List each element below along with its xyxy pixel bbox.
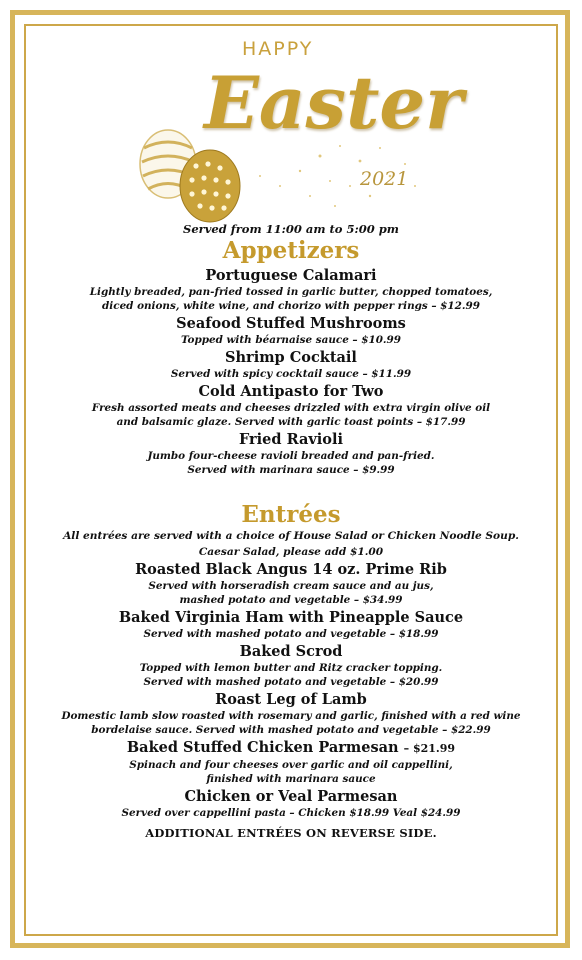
year-label: 2021 — [360, 168, 409, 190]
item-name: Shrimp Cocktail — [225, 349, 357, 366]
menu-item — [34, 739, 548, 786]
item-description: Served over cappellini pasta – Chicken $18.99 Veal $24.99 — [121, 807, 461, 819]
item-name: Portuguese Calamari — [205, 267, 377, 284]
item-name: Cold Antipasto for Two — [198, 383, 384, 400]
item-description: Served with mashed potato and vegetable – $18.99 — [143, 628, 439, 640]
happy-heading: HAPPY — [242, 38, 314, 60]
item-description: Fresh assorted meats and cheeses drizzled with extra virgin olive oil — [91, 402, 491, 414]
item-description: diced onions, white wine, and chorizo with pepper rings – $12.99 — [102, 300, 480, 312]
item-description: Served with marinara sauce – $9.99 — [187, 464, 395, 476]
item-description: Jumbo four-cheese ravioli breaded and pan-fried. — [147, 450, 435, 462]
menu-item — [34, 643, 548, 689]
item-description: Served with mashed potato and vegetable – $20.99 — [143, 676, 439, 688]
item-name: Baked Scrod — [239, 643, 343, 660]
gold-easter-egg-icon — [180, 150, 240, 222]
menu-item — [34, 431, 548, 477]
item-name-with-price — [34, 739, 548, 758]
easter-header-graphic — [130, 36, 464, 226]
item-description: Served with horseradish cream sauce and au jus, — [148, 580, 434, 592]
item-description: bordelaise sauce. Served with mashed potato and vegetable – $22.99 — [91, 724, 491, 736]
item-name: Baked Stuffed Chicken Parmesan — [126, 739, 399, 756]
item-name: Seafood Stuffed Mushrooms — [176, 315, 406, 332]
item-description: Topped with béarnaise sauce – $10.99 — [180, 334, 402, 346]
menu-item — [34, 349, 548, 381]
entrees-heading: Entrées — [241, 501, 341, 528]
entree-note: Caesar Salad, please add $1.00 — [198, 546, 384, 558]
menu-item — [34, 561, 548, 607]
menu-item — [34, 315, 548, 347]
serving-hours: Served from 11:00 am to 5:00 pm — [183, 222, 399, 236]
menu-item — [34, 383, 548, 429]
reverse-side-note: ADDITIONAL ENTRÉES ON REVERSE SIDE. — [145, 826, 437, 840]
item-name: Roast Leg of Lamb — [215, 691, 367, 708]
menu-item — [34, 788, 548, 820]
menu-item — [34, 609, 548, 641]
item-description: Lightly breaded, pan-fried tossed in garlic butter, chopped tomatoes, — [89, 286, 493, 298]
item-description: finished with marinara sauce — [206, 773, 376, 785]
item-description: Domestic lamb slow roasted with rosemary and garlic, finished with a red wine — [61, 710, 521, 722]
easter-heading: Easter — [204, 60, 464, 145]
item-name: Baked Virginia Ham with Pineapple Sauce — [118, 609, 464, 626]
menu-item — [34, 691, 548, 737]
item-name: Chicken or Veal Parmesan — [184, 788, 398, 805]
item-description: Served with spicy cocktail sauce – $11.99 — [170, 368, 412, 380]
item-description: Spinach and four cheeses over garlic and oil cappellini, — [129, 759, 453, 771]
menu-item — [34, 267, 548, 313]
entree-note: All entrées are served with a choice of House Salad or Chicken Noodle Soup. — [63, 530, 519, 542]
item-description: Topped with lemon butter and Ritz cracker topping. — [139, 662, 443, 674]
appetizers-heading: Appetizers — [222, 237, 360, 264]
item-description: and balsamic glaze. Served with garlic toast points – $17.99 — [116, 416, 466, 428]
item-description: mashed potato and vegetable – $34.99 — [179, 594, 403, 606]
item-name: Fried Ravioli — [239, 431, 343, 448]
item-name: Roasted Black Angus 14 oz. Prime Rib — [135, 561, 447, 578]
menu-content — [34, 222, 548, 852]
item-price: – $21.99 — [403, 742, 456, 755]
